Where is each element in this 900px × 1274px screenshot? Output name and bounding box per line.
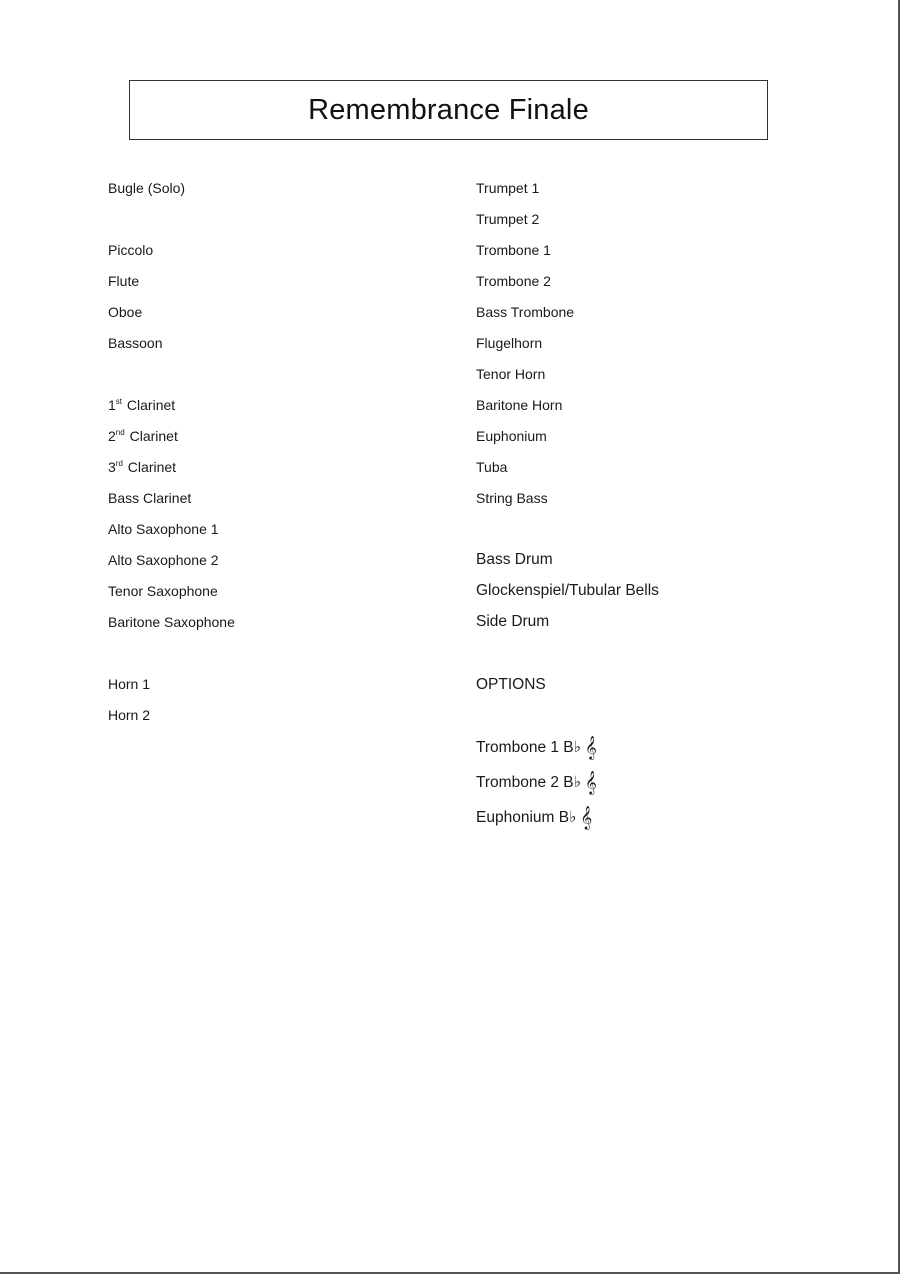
option-euphonium: [476, 805, 593, 829]
part-trumpet-2: Trumpet 2: [476, 211, 540, 227]
part-piccolo: Piccolo: [108, 242, 154, 258]
part-side-drum: Side Drum: [476, 613, 550, 630]
part-tenor-sax: Tenor Saxophone: [108, 583, 218, 599]
part-bugle: Bugle (Solo): [108, 180, 186, 196]
part-bass-clarinet: Bass Clarinet: [108, 490, 192, 506]
part-trumpet-1: Trumpet 1: [476, 180, 540, 196]
ordinal-suffix: st: [115, 397, 123, 406]
part-oboe: Oboe: [108, 304, 143, 320]
option-label: Euphonium B♭: [476, 809, 577, 826]
part-baritone-sax: Baritone Saxophone: [108, 614, 235, 630]
part-string-bass: String Bass: [476, 490, 548, 506]
part-bass-drum: Bass Drum: [476, 551, 553, 568]
title-box: [129, 80, 768, 140]
treble-clef-icon: 𝄞: [584, 735, 597, 759]
part-trombone-2: Trombone 2: [476, 273, 551, 289]
part-clarinet-2: [108, 428, 178, 444]
option-label: Trombone 2 B♭: [476, 774, 581, 791]
part-clarinet-1: [108, 397, 175, 413]
part-name: Clarinet: [123, 459, 177, 475]
part-trombone-1: Trombone 1: [476, 242, 551, 258]
part-bassoon: Bassoon: [108, 335, 163, 351]
part-clarinet-3: [108, 459, 176, 475]
part-euphonium: Euphonium: [476, 428, 547, 444]
part-alto-sax-1: Alto Saxophone 1: [108, 521, 219, 537]
part-horn-1: Horn 1: [108, 676, 151, 692]
part-flugelhorn: Flugelhorn: [476, 335, 543, 351]
options-heading: OPTIONS: [476, 676, 546, 693]
ordinal-number: 3: [108, 459, 116, 475]
part-name: Clarinet: [123, 397, 176, 413]
ordinal-number: 2: [108, 428, 116, 444]
part-baritone-horn: Baritone Horn: [476, 397, 563, 413]
part-alto-sax-2: Alto Saxophone 2: [108, 552, 219, 568]
treble-clef-icon: 𝄞: [584, 770, 597, 794]
ordinal-number: 1: [108, 397, 116, 413]
option-trombone-1: [476, 735, 597, 759]
option-trombone-2: [476, 770, 597, 794]
treble-clef-icon: 𝄞: [580, 805, 593, 829]
page-title: Remembrance Finale: [308, 93, 589, 126]
ordinal-suffix: rd: [115, 459, 123, 468]
part-tuba: Tuba: [476, 459, 508, 475]
part-bass-trombone: Bass Trombone: [476, 304, 575, 320]
ordinal-suffix: nd: [115, 428, 125, 437]
part-name: Clarinet: [125, 428, 178, 444]
part-horn-2: Horn 2: [108, 707, 151, 723]
part-flute: Flute: [108, 273, 140, 289]
part-tenor-horn: Tenor Horn: [476, 366, 546, 382]
part-glockenspiel: Glockenspiel/Tubular Bells: [476, 582, 659, 599]
option-label: Trombone 1 B♭: [476, 739, 581, 756]
